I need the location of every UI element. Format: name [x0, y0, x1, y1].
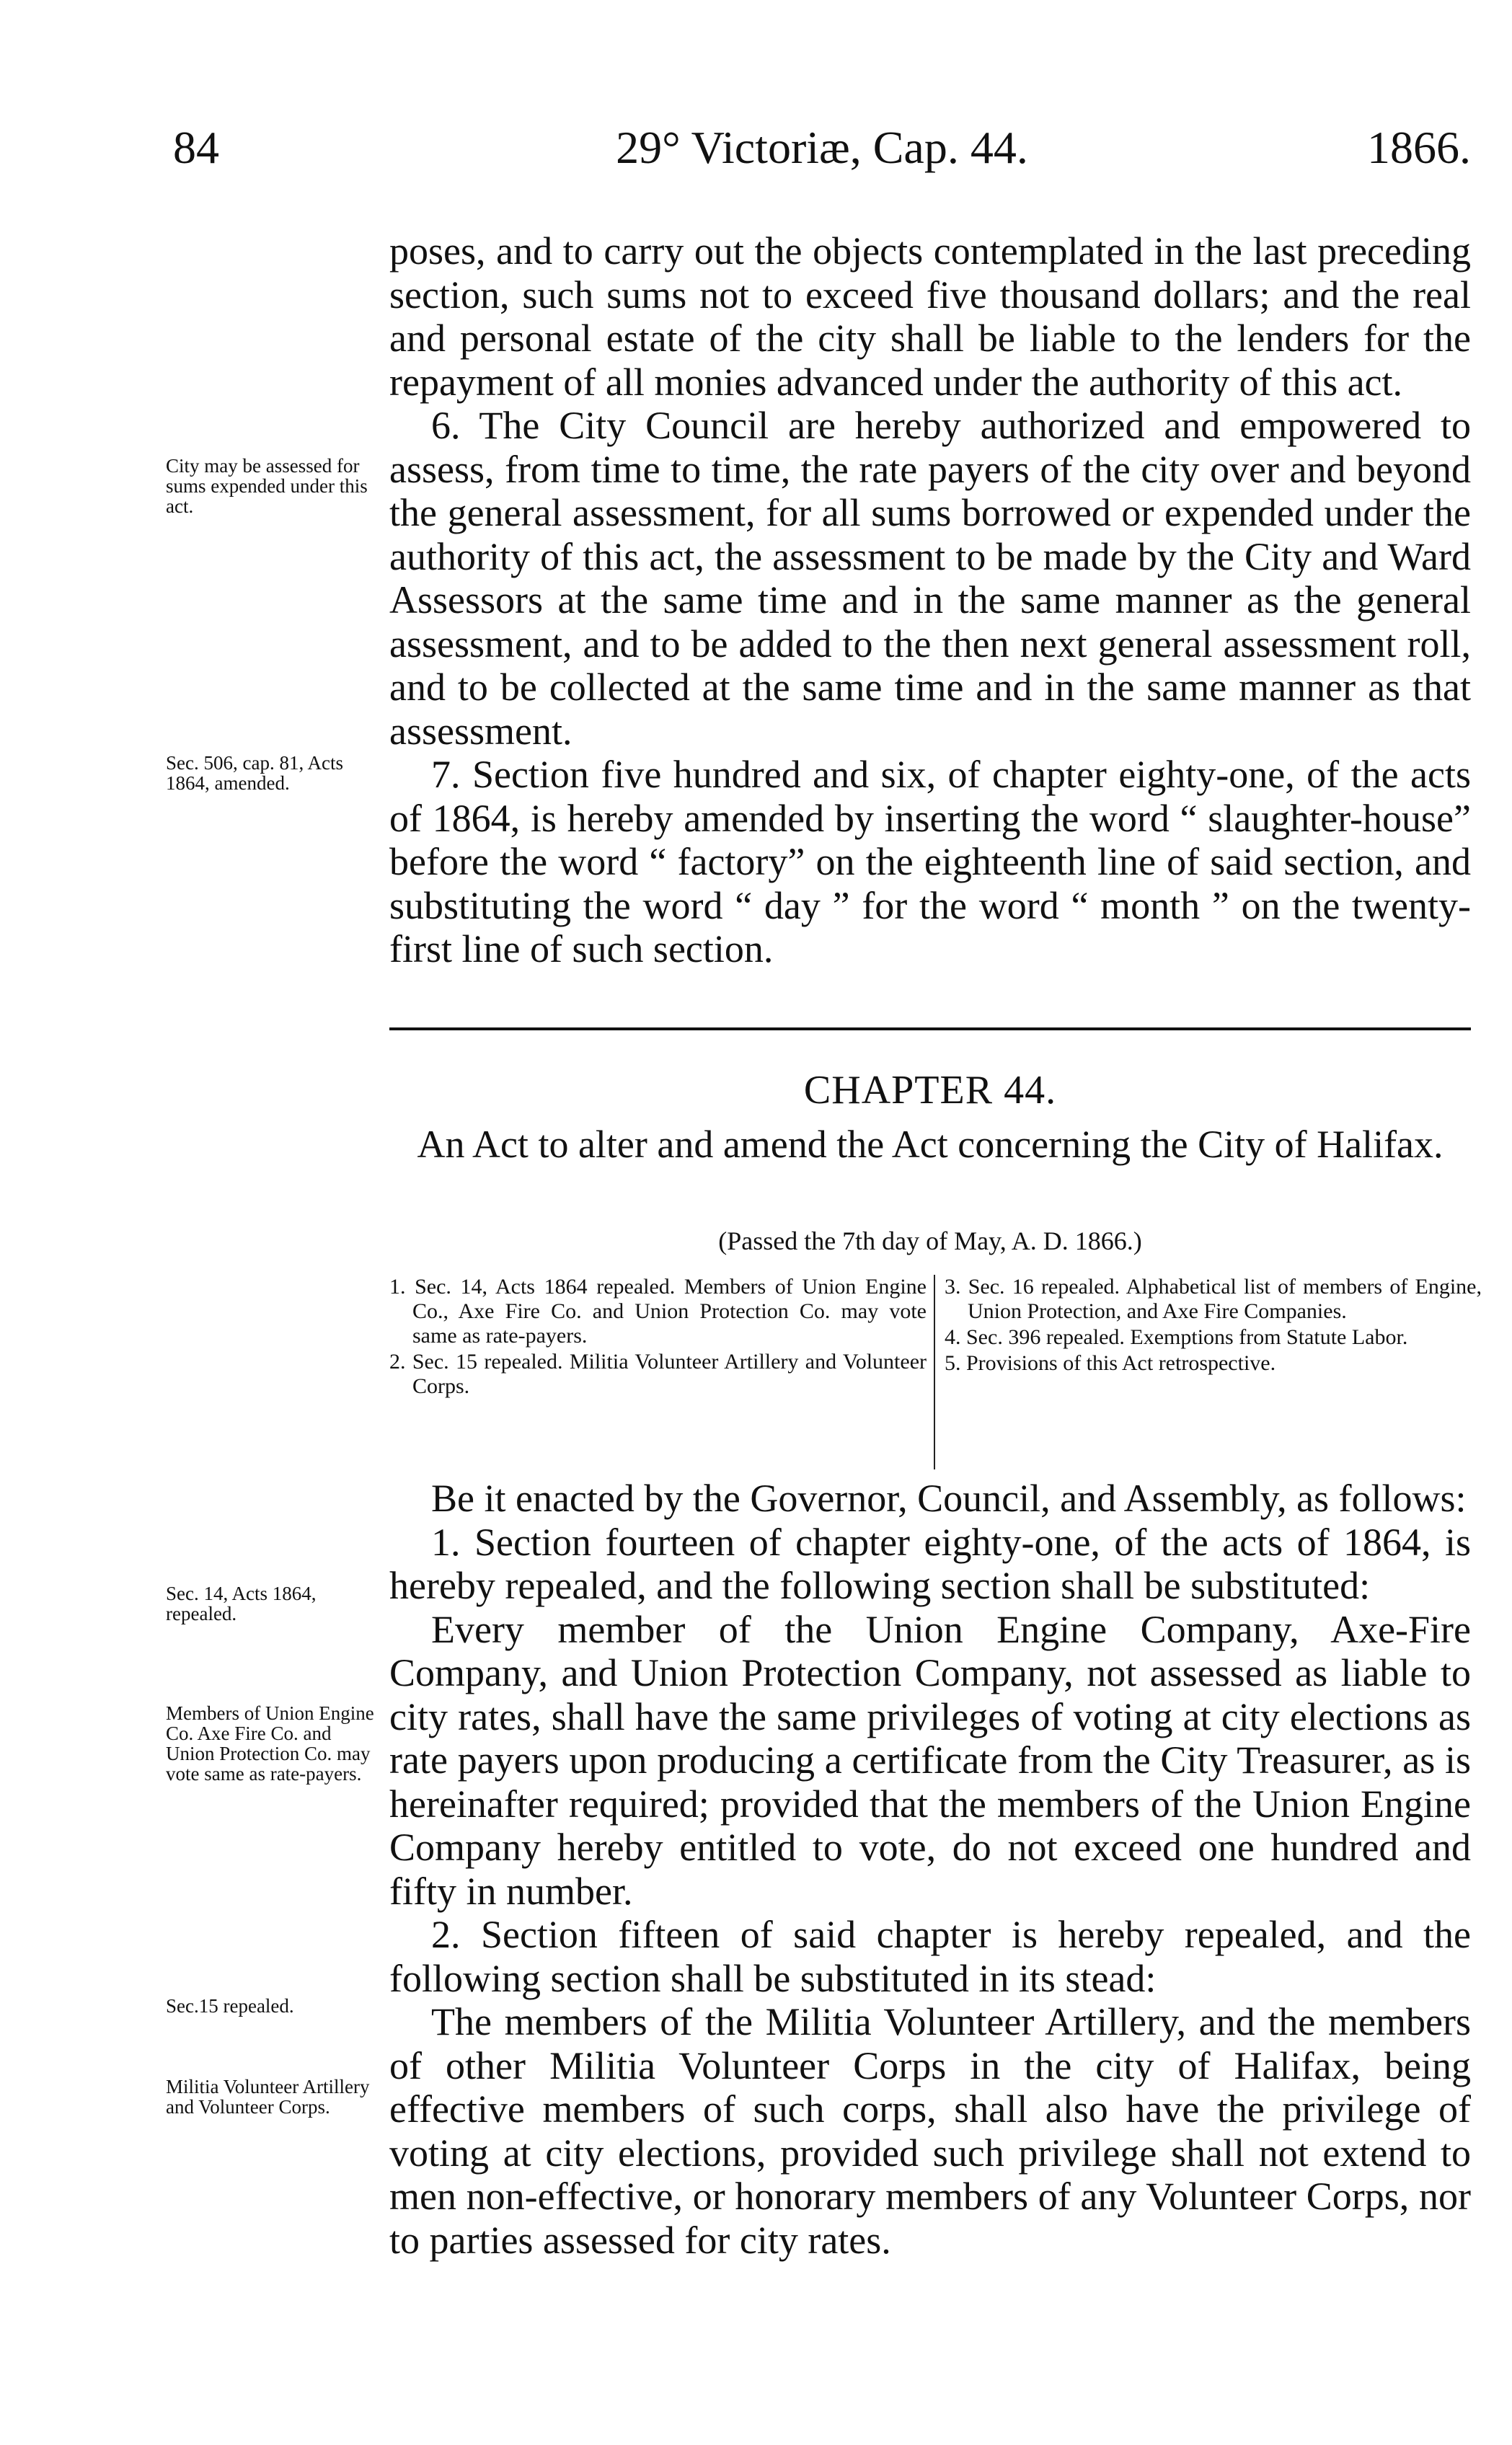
- margin-note-city-may-assess: City may be assessed for sums expended under this act.: [166, 455, 368, 517]
- preceding-act-text: [389, 229, 1471, 971]
- enactment-text: [389, 1477, 1471, 2262]
- synopsis-left-column: [389, 1275, 927, 1400]
- passed-date: (Passed the 7th day of May, A. D. 1866.): [718, 1226, 1142, 1255]
- section-2-paragraph: 2. Section fifteen of said chapter is hereby repealed, and the following section shall be substituted in its stead:: [389, 1913, 1471, 2000]
- act-title: An Act to alter and amend the Act concerning the City of Halifax.: [417, 1123, 1444, 1166]
- section-1-paragraph: 1. Section fourteen of chapter eighty-one, of the acts of 1864, is hereby repealed, and the following section shall be substituted:: [389, 1520, 1471, 1607]
- synopsis-item: 3. Sec. 16 repealed. Alphabetical list of members of Engine, Union Protection, and Axe Fire Companies.: [945, 1275, 1482, 1323]
- margin-note-militia-volunteer: Militia Volunteer Artillery and Volunteer Corps.: [166, 2076, 370, 2118]
- margin-note-sec-15-repealed: Sec.15 repealed.: [166, 1995, 294, 2017]
- synopsis-right-column: [945, 1275, 1482, 1377]
- section-7-paragraph: 7. Section five hundred and six, of chapter eighty-one, of the acts of 1864, is hereby amended by inserting the word “ slaughter-house” before the word “ factory” on the eighteenth line of said section, and substituting the word “ day ” for the word “ month ” on the twenty-first line of such section.: [389, 753, 1471, 971]
- page-number: 84: [173, 122, 219, 173]
- margin-note-members-may-vote: Members of Union Engine Co. Axe Fire Co. and Union Protection Co. may vote same as rate-payers.: [166, 1702, 374, 1785]
- paragraph-continued: poses, and to carry out the objects contemplated in the last preceding section, such sums not to exceed five thousand dollars; and the real and personal estate of the city shall be liable to the lenders for the repayment of all monies advanced under the authority of this act.: [389, 229, 1471, 404]
- running-header: [173, 121, 1471, 186]
- synopsis: [389, 1275, 1485, 1471]
- synopsis-item: 1. Sec. 14, Acts 1864 repealed. Members of Union Engine Co., Axe Fire Co. and Union Protection Co. may vote same as rate-payers.: [389, 1275, 927, 1348]
- margin-note-sec-14-repealed: Sec. 14, Acts 1864, repealed.: [166, 1583, 317, 1624]
- section-1-substituted-text: Every member of the Union Engine Company, Axe-Fire Company, and Union Protection Company, not assessed as liable to city rates, shall have the same privileges of voting at city elections as rate payers upon producing a certificate from the City Treasurer, as is hereinafter required; provided that the members of the Union Engine Company hereby entitled to vote, do not exceed one hundred and fifty in number.: [389, 1607, 1471, 1913]
- margin-note-sec-506-amended: Sec. 506, cap. 81, Acts 1864, amended.: [166, 752, 343, 794]
- synopsis-item: 4. Sec. 396 repealed. Exemptions from Statute Labor.: [945, 1325, 1408, 1349]
- section-6-paragraph: 6. The City Council are hereby authorized and empowered to assess, from time to time, the rate payers of the city over and beyond the general assessment, for all sums borrowed or expended under the authority of this act, the assessment to be made by the City and Ward Assessors at the same time and in the same manner as the general assessment, and to be added to the then next general assessment roll, and to be collected at the same time and in the same manner as that assessment.: [389, 404, 1471, 753]
- section-2-substituted-text: The members of the Militia Volunteer Artillery, and the members of other Militia Volunteer Corps in the city of Halifax, being effective members of such corps, shall also have the privilege of voting at city elections, provided such privilege shall not extend to men non-effective, or honorary members of any Volunteer Corps, nor to parties assessed for city rates.: [389, 2000, 1471, 2262]
- synopsis-item: 5. Provisions of this Act retrospective.: [945, 1351, 1276, 1375]
- running-title: 29° Victoriæ, Cap. 44.: [616, 122, 1028, 173]
- synopsis-item: 2. Sec. 15 repealed. Militia Volunteer Artillery and Volunteer Corps.: [389, 1350, 927, 1398]
- enacting-clause: Be it enacted by the Governor, Council, and Assembly, as follows:: [431, 1477, 1467, 1520]
- synopsis-divider: [934, 1275, 935, 1469]
- running-year: 1866.: [1367, 122, 1471, 173]
- chapter-divider-rule: [389, 1027, 1471, 1030]
- chapter-heading: CHAPTER 44.: [803, 1068, 1057, 1113]
